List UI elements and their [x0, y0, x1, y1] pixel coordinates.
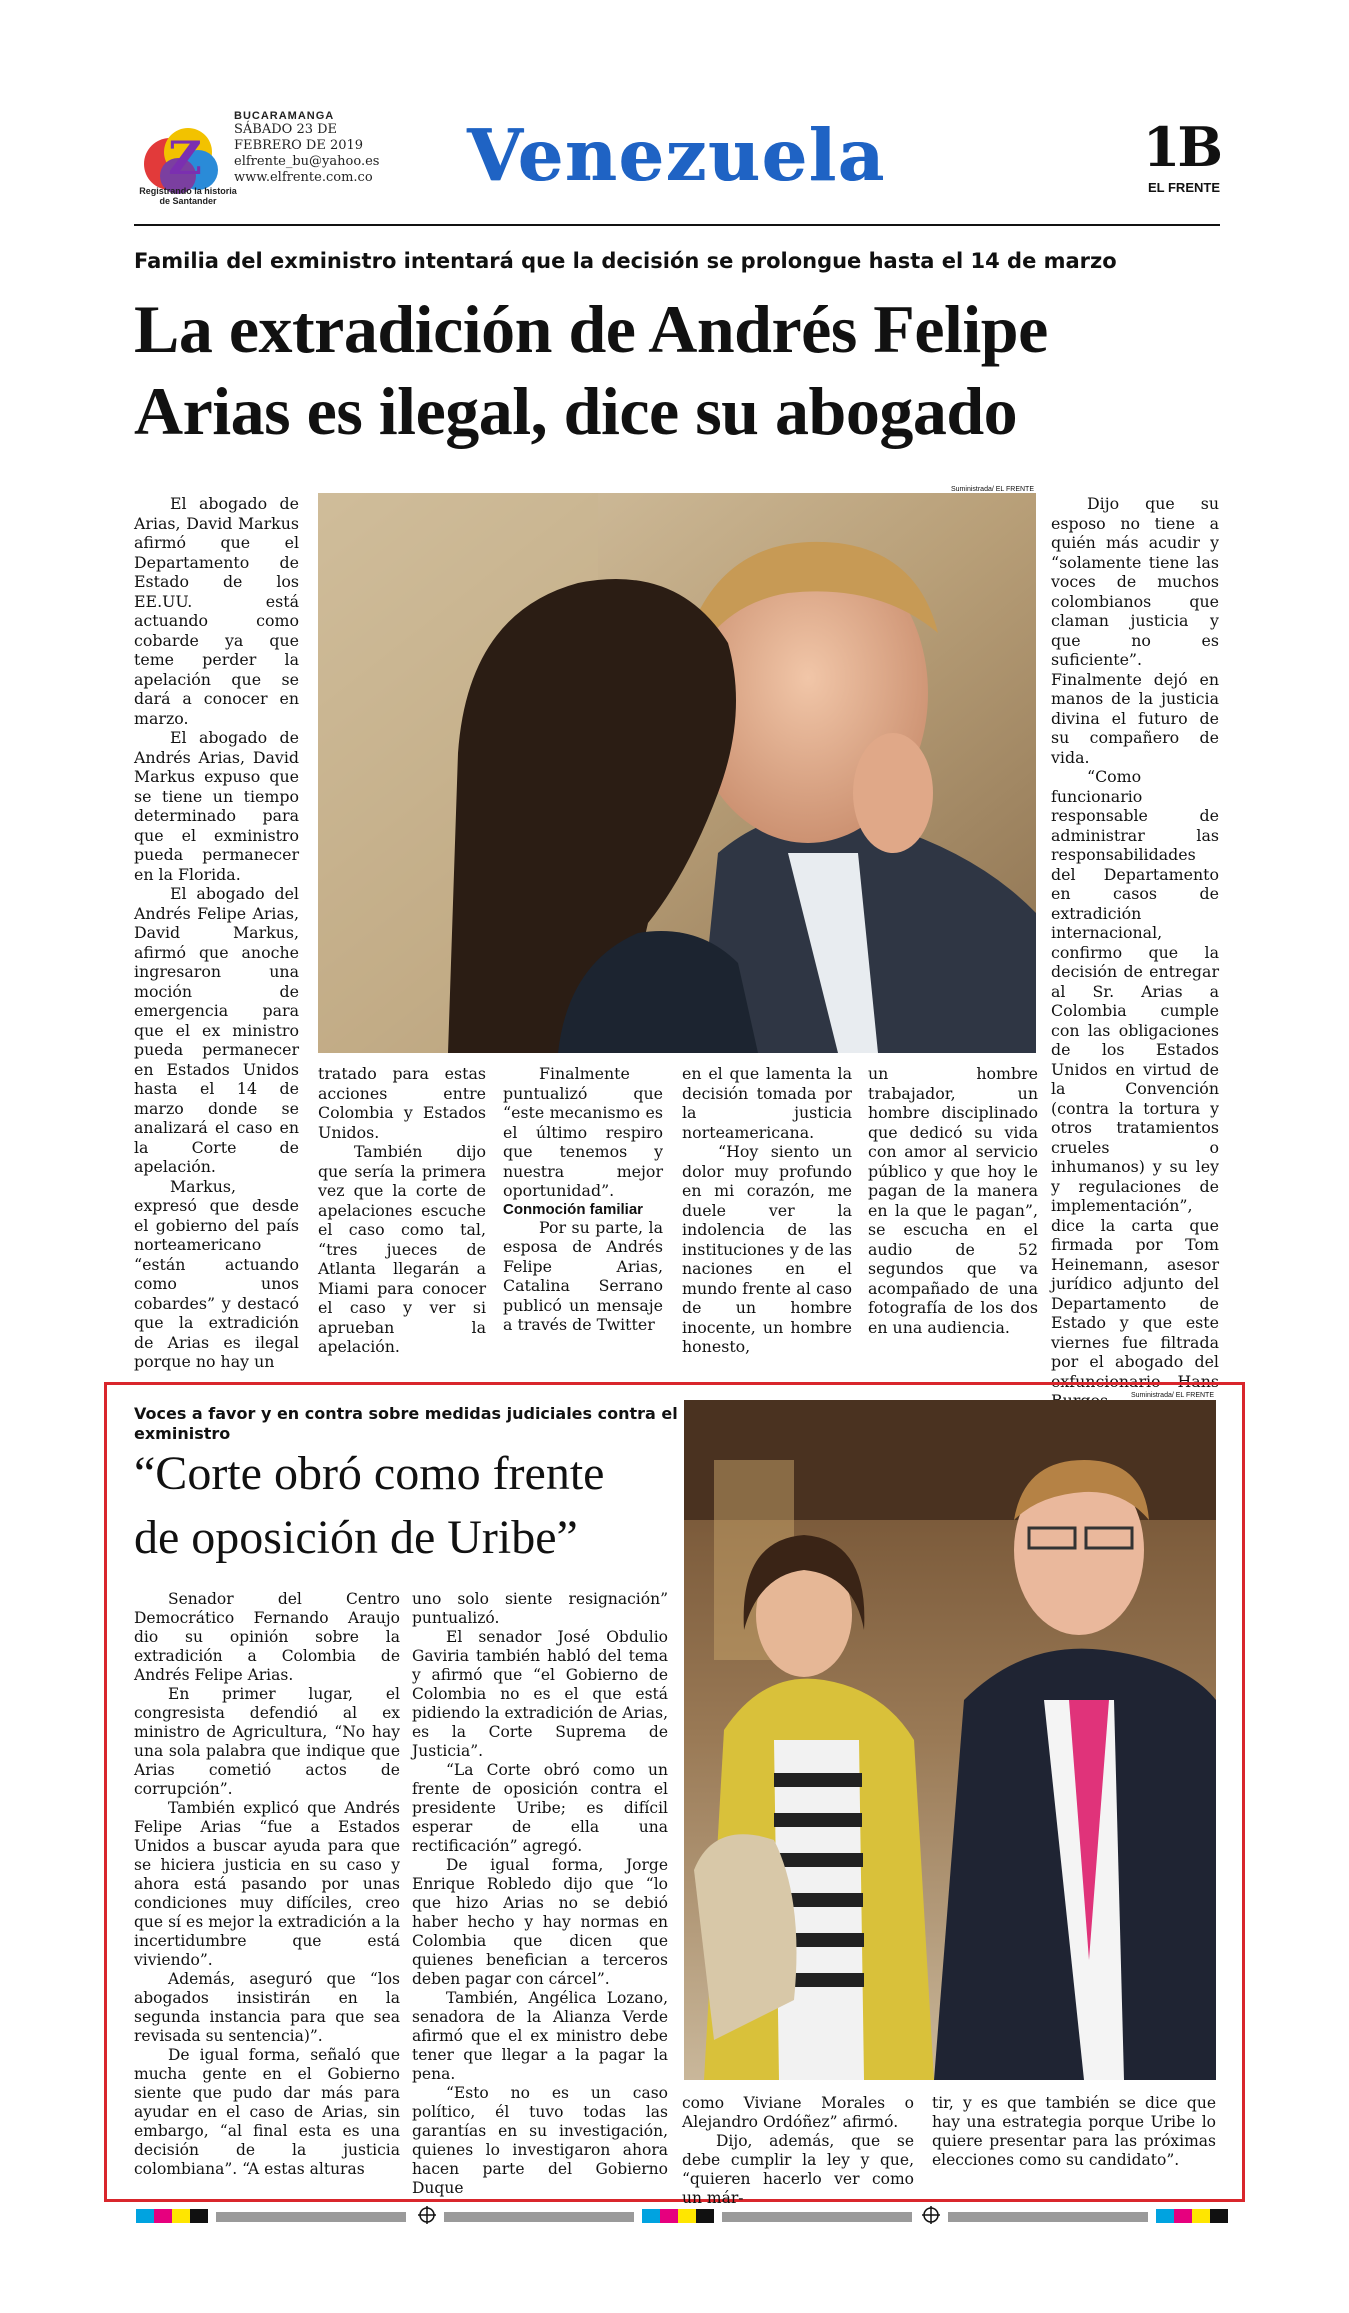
- box-col-4: [932, 2094, 1216, 2190]
- website: www.elfrente.com.co: [234, 170, 373, 185]
- box-photo: [684, 1400, 1216, 2080]
- main-headline-line2: Arias es ilegal, dice su abogado: [134, 373, 1018, 449]
- box-headline: [134, 1442, 694, 1570]
- paragraph: De igual forma, señaló que mucha gente en el Gobierno siente que pudo dar más para ayudar en el caso de Arias, sin embargo, “al final esta es una decisión de la justicia colombiana”. “A estas alturas: [134, 2046, 400, 2178]
- main-col-5: [868, 1064, 1038, 1354]
- paragraph: El senador José Obdulio Gaviria también habló del tema y afirmó que “el Gobierno de Colombia no es el que está pidiendo la extradición de Arias, es la Corte Suprema de Justicia”.: [412, 1628, 668, 1760]
- registration-mark-icon: [922, 2206, 940, 2224]
- paragraph: El abogado del Andrés Felipe Arias, David Markus, afirmó que anoche ingresaron una moción de emergencia para que el ex ministro pueda permanecer en Estados Unidos hasta el 14 de marzo donde se analizará el caso en la Corte de apelación.: [134, 884, 299, 1176]
- paragraph: Finalmente puntualizó que “este mecanismo es el último respiro que tenemos y nuestra mejor oportunidad”.: [503, 1064, 663, 1200]
- gray-bar: [444, 2212, 634, 2222]
- color-registration-marks-center: [642, 2208, 718, 2224]
- box-headline-line2: de oposición de Uribe”: [134, 1511, 578, 1564]
- paragraph: De igual forma, Jorge Enrique Robledo dijo que “lo que hizo Arias no se debió haber hecho y hay normas en Colombia que dicen que quienes benefician a terceros deben pagar con cárcel”.: [412, 1856, 668, 1988]
- main-photo: [318, 493, 1036, 1053]
- paragraph: tir, y es que también se dice que hay una estrategia porque Uribe lo quiere presentar para las próximas elecciones como su candidato”.: [932, 2094, 1216, 2169]
- gray-bar: [722, 2212, 912, 2222]
- paragraph: uno solo siente resignación” puntualizó.: [412, 1590, 668, 1627]
- paragraph: tratado para estas acciones entre Colombia y Estados Unidos.: [318, 1064, 486, 1142]
- paragraph: Por su parte, la esposa de Andrés Felipe Arias, Catalina Serrano publicó un mensaje a través de Twitter: [503, 1217, 663, 1334]
- paragraph: Dijo que su esposo no tiene a quién más acudir y “solamente tiene las voces de muchos colombianos que claman justicia y que no es suficiente”. Finalmente dejó en manos de la justicia divina el futuro de su compañero de vida.: [1051, 494, 1219, 767]
- paragraph: un hombre trabajador, un hombre disciplinado que dedicó su vida con amor al servicio público y que hoy le pagan de la manera en la que le pagan”, se escucha en el audio de 52 segundos que va acompañado de una fotografía de los dos en una audiencia.: [868, 1064, 1038, 1337]
- registration-mark-icon: [418, 2206, 436, 2224]
- paragraph: como Viviane Morales o Alejandro Ordóñez” afirmó.: [682, 2094, 914, 2131]
- main-col-2: [318, 1064, 486, 1354]
- paragraph: El abogado de Arias, David Markus afirmó que el Departamento de Estado de los EE.UU. está actuando como cobarde ya que teme perder la apelación que se dará a conocer en marzo.: [134, 494, 299, 728]
- color-registration-marks-left: [136, 2208, 212, 2224]
- paragraph: También explicó que Andrés Felipe Arias “fue a Estados Unidos a buscar ayuda para que se hiciera justicia en su caso y ahora está pasando por unas condiciones muy difíciles, creo que sí es mejor la extradición a la incertidumbre que está viviendo”.: [134, 1799, 400, 1969]
- main-col-3: [503, 1064, 663, 1354]
- header-rule: [134, 224, 1220, 226]
- box-col-1: [134, 1590, 400, 2190]
- main-headline-line1: La extradición de Andrés Felipe: [134, 291, 1048, 367]
- main-headline: [134, 288, 1234, 452]
- page-number: 1B: [1142, 115, 1220, 179]
- paragraph: Además, aseguró que “los abogados insistirán en la segunda instancia para que sea revisada su sentencia)”.: [134, 1970, 400, 2045]
- color-registration-marks-right: [1156, 2208, 1232, 2224]
- subheading: Conmoción familiar: [503, 1200, 644, 1218]
- paragraph: También dijo que sería la primera vez que la corte de apelaciones escuche el caso como tal, “tres jueces de Atlanta llegarán a Miami para conocer el caso y ver si aprueban la apelación.: [318, 1142, 486, 1356]
- box-col-2: [412, 1590, 668, 2197]
- photo-credit-box: Suministrada/ EL FRENTE: [1131, 1392, 1214, 1399]
- paragraph: “Como funcionario responsable de administrar las responsabilidades del Departamento en casos de extradición internacional, confirmo que la decisión de entregar al Sr. Arias a Colombia cumple con las obligaciones de los Estados Unidos en virtud de la Convención (contra la tortura y otros tratamientos crueles o inhumanos) y su ley y regulaciones de implementación”, dice la carta que firmada por Tom Heinemann, asesor jurídico adjunto del Departamento de Estado y que este viernes fue filtrada por el abogado del exfuncionario Hans: [1051, 767, 1219, 1391]
- email: elfrente_bu@yahoo.es: [234, 154, 380, 169]
- gray-bar: [948, 2212, 1148, 2222]
- section-title: Venezuela: [467, 113, 886, 197]
- gray-bar: [216, 2212, 406, 2222]
- paragraph: También, Angélica Lozano, senadora de la Alianza Verde afirmó que el ex ministro debe tener que llegar a la pagar la pena.: [412, 1989, 668, 2083]
- box-kicker: Voces a favor y en contra sobre medidas judiciales contra el exministro: [134, 1404, 678, 1443]
- paper-name: EL FRENTE: [1148, 180, 1220, 195]
- photo-credit-main: Suministrada/ EL FRENTE: [951, 486, 1034, 493]
- paragraph: Dijo, además, que se debe cumplir la ley y que, “quieren hacerlo ver como un már-: [682, 2132, 914, 2207]
- city: BUCARAMANGA: [234, 110, 335, 122]
- date: SÁBADO 23 DE FEBRERO DE 2019: [234, 122, 364, 153]
- paragraph: Senador del Centro Democrático Fernando Araujo dio su opinión sobre la extradición a Colombia de Andrés Felipe Arias.: [134, 1590, 400, 1684]
- paragraph: “La Corte obró como un frente de oposición contra el presidente Uribe; es difícil esperar de ella una rectificación” agregó.: [412, 1761, 668, 1855]
- paragraph: en el que lamenta la decisión tomada por la justicia norteamericana.: [682, 1064, 852, 1142]
- svg-text:Z: Z: [168, 131, 202, 185]
- box-headline-line1: “Corte obró como frente: [134, 1447, 605, 1500]
- header-info: [234, 110, 384, 186]
- main-kicker: Familia del exministro intentará que la decisión se prolongue hasta el 14 de marzo: [134, 249, 1117, 273]
- main-col-4: [682, 1064, 852, 1354]
- box-col-3: [682, 2094, 914, 2207]
- logo-caption: Registrando la historia de Santander: [139, 186, 237, 206]
- paragraph: En primer lugar, el congresista defendió al ex ministro de Agricultura, “No hay una sola palabra que indique que Arias cometió actos de corrupción”.: [134, 1685, 400, 1798]
- paragraph: Markus, expresó que desde el gobierno del país norteamericano “están actuando como unos cobardes” y destacó que la extradición de Arias es ilegal porque no hay un: [134, 1176, 299, 1371]
- main-col-1: [134, 494, 299, 1371]
- paragraph: El abogado de Andrés Arias, David Markus expuso que se tiene un tiempo determinado para que el exministro pueda permanecer en la Florida.: [134, 728, 299, 884]
- paragraph: “Hoy siento un dolor muy profundo en mi corazón, me duele ver la indolencia de las instituciones y de las naciones en el mundo frente al caso de un hombre inocente, un hombre honesto,: [682, 1142, 852, 1356]
- paragraph: “Esto no es un caso político, él tuvo todas las garantías en su investigación, quienes lo investigaron ahora hacen parte del Gobierno Duque: [412, 2084, 668, 2197]
- main-col-6: [1051, 494, 1219, 1391]
